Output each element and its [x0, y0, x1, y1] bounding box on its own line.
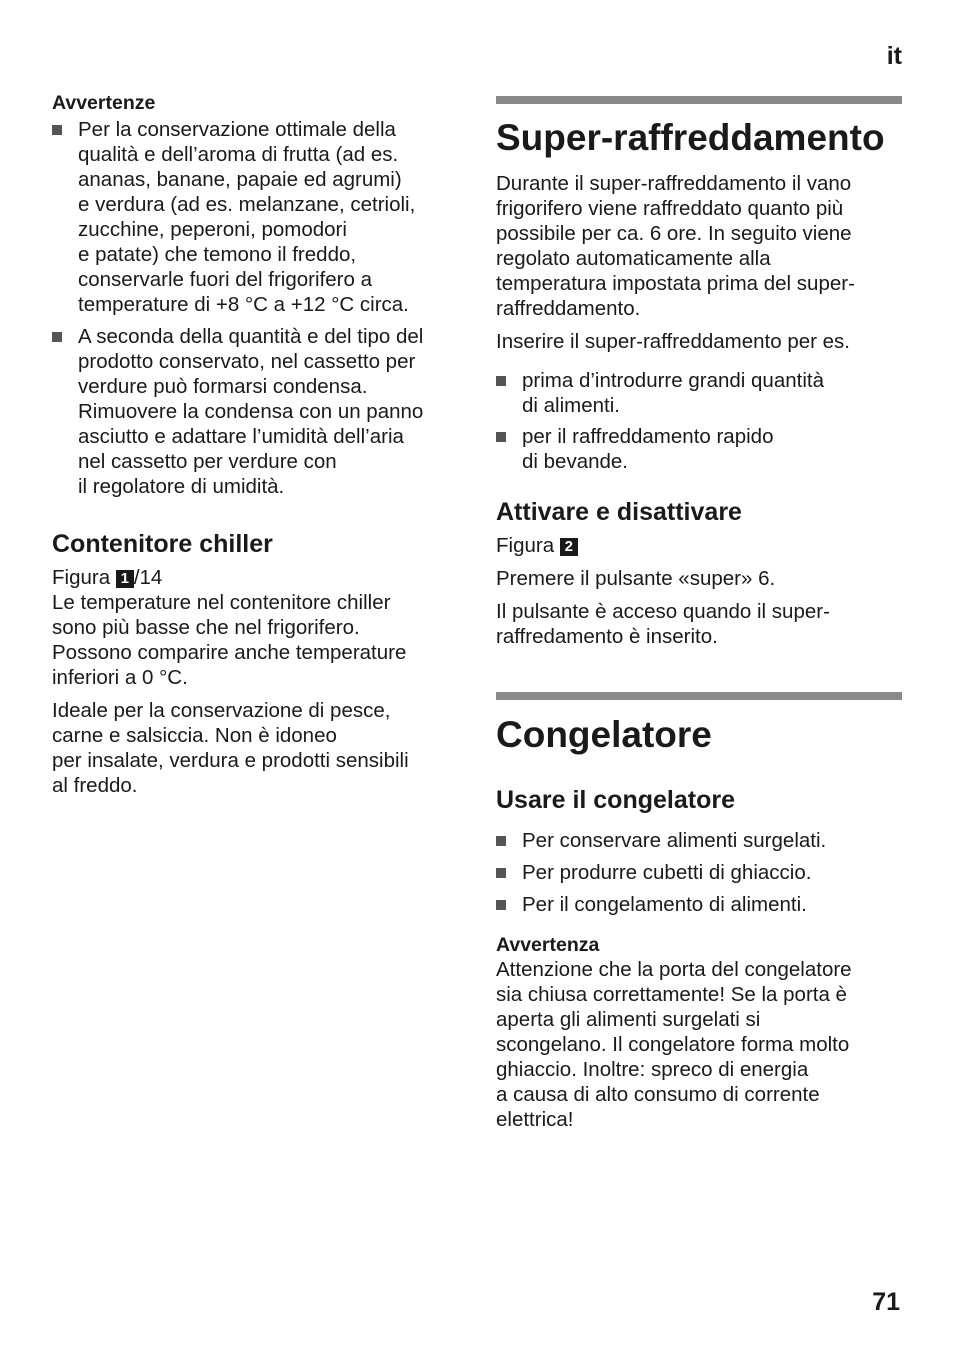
line: aperta gli alimenti surgelati si — [496, 1008, 761, 1031]
line: Durante il super-raffreddamento il vano — [496, 172, 852, 195]
note-list — [52, 117, 462, 499]
line: elettrica! — [496, 1108, 574, 1131]
figure-ref — [52, 565, 462, 590]
list-item — [496, 828, 906, 853]
super-section — [496, 96, 906, 474]
line: temperatura impostata prima del super- — [496, 272, 855, 295]
line: qualità e dell’aroma di frutta (ad es. — [78, 143, 399, 166]
figure-number-badge: 1 — [116, 570, 134, 588]
note-title: Avvertenze — [52, 92, 156, 114]
language-marker: it — [886, 42, 902, 70]
paragraph — [52, 698, 462, 798]
figure-label: Figura — [52, 566, 111, 589]
line: di bevande. — [522, 450, 629, 473]
congelatore-section — [496, 692, 906, 1132]
line: raffredamento è inserito. — [496, 625, 718, 648]
note-paragraph — [496, 957, 906, 1132]
bullet-square-icon — [496, 376, 506, 386]
section-rule — [496, 692, 902, 700]
line: conservarle fuori del frigorifero a — [78, 268, 372, 291]
section-heading: Usare il congelatore — [496, 786, 735, 814]
note-title: Avvertenza — [496, 934, 600, 956]
line: possibile per ca. 6 ore. In seguito viene — [496, 222, 852, 245]
section-heading: Contenitore chiller — [52, 530, 273, 558]
line: Possono comparire anche temperature — [52, 641, 407, 664]
paragraph — [52, 590, 462, 690]
line: ghiaccio. Inoltre: spreco di energia — [496, 1058, 809, 1081]
line: Le temperature nel contenitore chiller — [52, 591, 391, 614]
line: a causa di alto consumo di corrente — [496, 1083, 820, 1106]
paragraph — [496, 599, 906, 649]
bullet-list — [496, 828, 906, 917]
line: ananas, banane, papaie ed agrumi) — [78, 168, 402, 191]
line: per il raffreddamento rapido — [522, 425, 774, 448]
chapter-heading: Super-raffreddamento — [496, 117, 885, 158]
line: per insalate, verdura e prodotti sensibili — [52, 749, 409, 772]
line: sia chiusa correttamente! Se la porta è — [496, 983, 847, 1006]
line: il regolatore di umidità. — [78, 475, 285, 498]
line: scongelano. Il congelatore forma molto — [496, 1033, 850, 1056]
line: verdure può formarsi condensa. — [78, 375, 368, 398]
list-item — [496, 368, 906, 418]
list-item — [496, 424, 906, 474]
line: e patate) che temono il freddo, — [78, 243, 357, 266]
chapter-heading: Congelatore — [496, 714, 712, 755]
bullet-square-icon — [52, 125, 62, 135]
line: Ideale per la conservazione di pesce, — [52, 699, 391, 722]
line: prima d’introdurre grandi quantità — [522, 369, 824, 392]
line: al freddo. — [52, 774, 138, 797]
list-item — [496, 860, 906, 885]
avvertenze-note — [52, 91, 462, 499]
line: e verdura (ad es. melanzane, cetrioli, — [78, 193, 416, 216]
section-heading: Attivare e disattivare — [496, 498, 742, 526]
line: A seconda della quantità e del tipo del — [78, 325, 424, 348]
figure-number-badge: 2 — [560, 538, 578, 556]
line: zucchine, peperoni, pomodori — [78, 218, 347, 241]
line: Il pulsante è acceso quando il super- — [496, 600, 830, 623]
line: frigorifero viene raffreddato quanto più — [496, 197, 844, 220]
line: asciutto e adattare l’umidità dell’aria — [78, 425, 404, 448]
line: raffreddamento. — [496, 297, 641, 320]
paragraph: Inserire il super-raffreddamento per es. — [496, 330, 850, 353]
paragraph: Premere il pulsante «super» 6. — [496, 567, 776, 590]
item-text: Per il congelamento di alimenti. — [522, 893, 807, 916]
bullet-square-icon — [496, 432, 506, 442]
figure-label: Figura — [496, 534, 555, 557]
line: Rimuovere la condensa con un panno — [78, 400, 424, 423]
line: temperature di +8 °C a +12 °C circa. — [78, 293, 409, 316]
figure-ref — [496, 533, 906, 558]
list-item — [496, 892, 906, 917]
note-item — [52, 117, 462, 317]
line: inferiori a 0 °C. — [52, 666, 188, 689]
line: regolato automaticamente alla — [496, 247, 771, 270]
bullet-square-icon — [496, 868, 506, 878]
bullet-square-icon — [496, 836, 506, 846]
bullet-square-icon — [52, 332, 62, 342]
page-number: 71 — [872, 1288, 900, 1316]
bullet-square-icon — [496, 900, 506, 910]
line: prodotto conservato, nel cassetto per — [78, 350, 416, 373]
section-rule — [496, 96, 902, 104]
note-item — [52, 324, 462, 499]
chiller-section — [52, 529, 462, 798]
line: di alimenti. — [522, 394, 620, 417]
figure-suffix: /14 — [133, 566, 163, 589]
line: nel cassetto per verdure con — [78, 450, 337, 473]
line: Attenzione che la porta del congelatore — [496, 958, 852, 981]
item-text: Per produrre cubetti di ghiaccio. — [522, 861, 812, 884]
bullet-list — [496, 368, 906, 474]
line: carne e salsiccia. Non è idoneo — [52, 724, 337, 747]
line: Per la conservazione ottimale della — [78, 118, 396, 141]
paragraph — [496, 171, 906, 321]
line: sono più basse che nel frigorifero. — [52, 616, 360, 639]
attivare-section — [496, 497, 906, 649]
item-text: Per conservare alimenti surgelati. — [522, 829, 827, 852]
